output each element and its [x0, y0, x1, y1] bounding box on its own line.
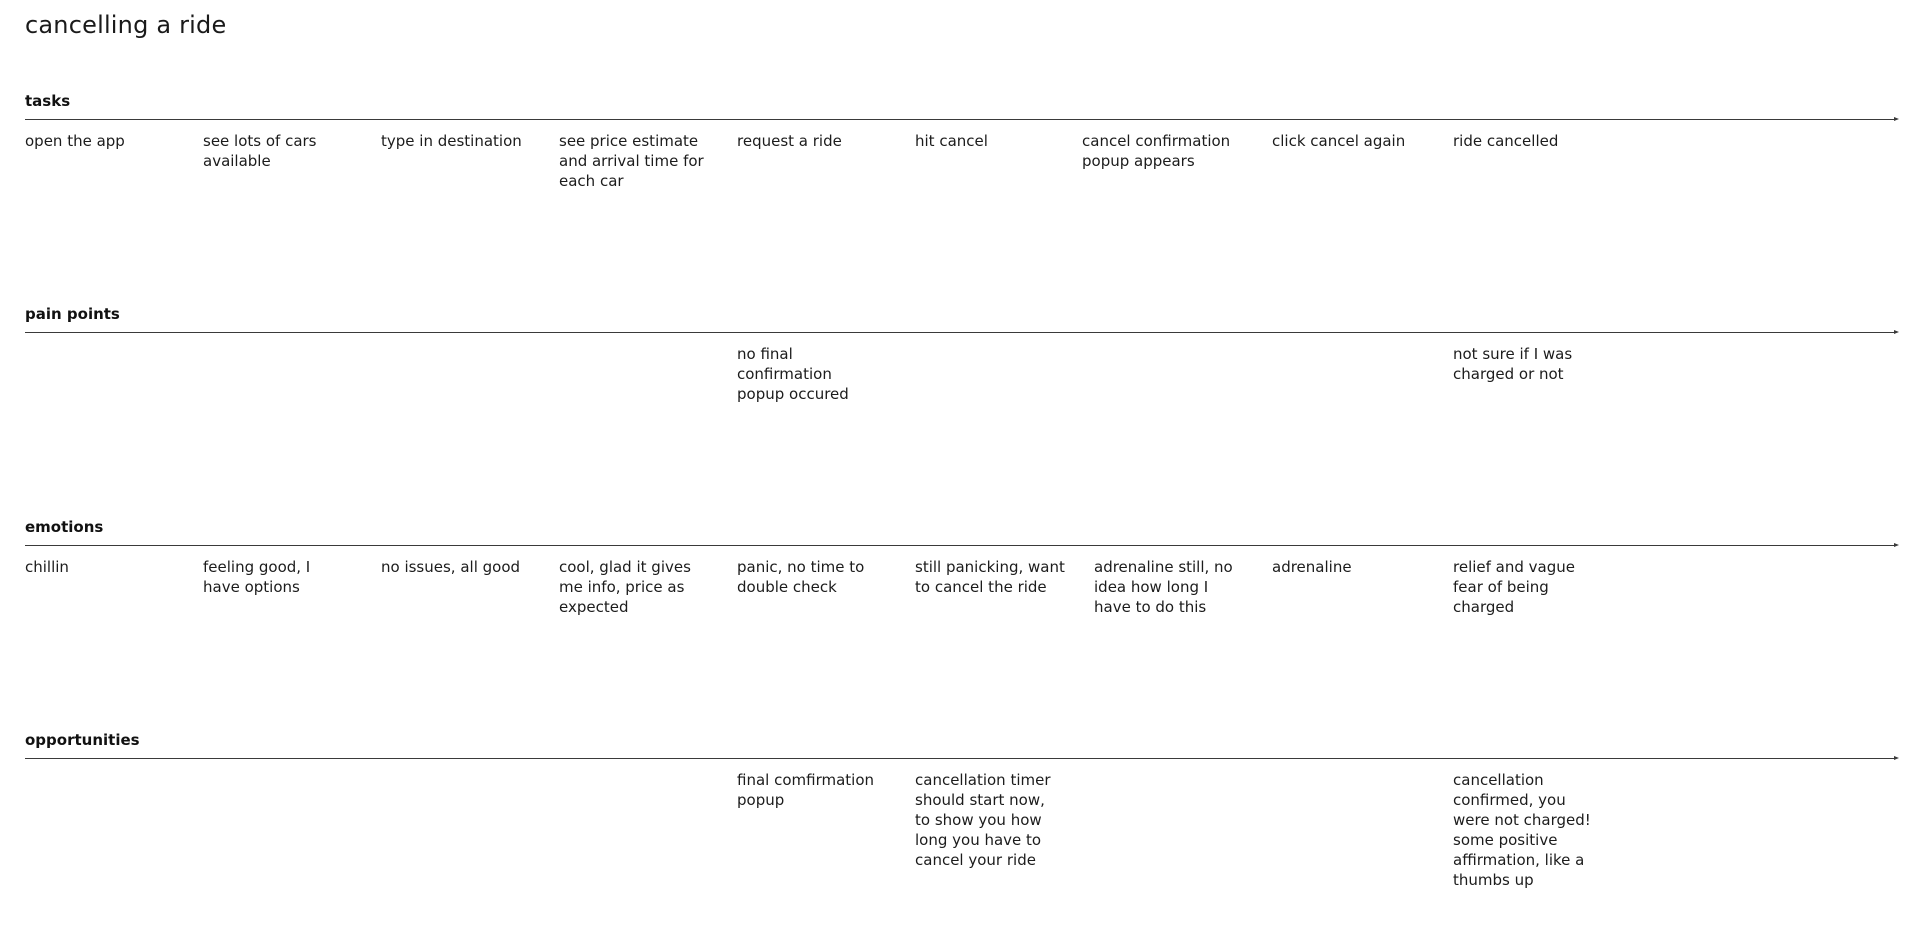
- timeline-axis: [25, 545, 1894, 546]
- section-heading-pain-points: pain points: [25, 305, 120, 323]
- emotion-3: no issues, all good: [381, 558, 521, 576]
- emotion-2: feeling good, I have options: [203, 558, 311, 596]
- section-heading-tasks: tasks: [25, 92, 71, 110]
- section-tasks: [0, 92, 1920, 302]
- opportunity-2: cancellation timer should start now, to show you how long you have to cancel your ride: [915, 771, 1051, 869]
- section-heading-opportunities: opportunities: [25, 731, 140, 749]
- timeline-arrowhead: [1894, 117, 1899, 121]
- section-opportunities: [0, 731, 1920, 941]
- pain-point-2: not sure if I was charged or not: [1453, 345, 1573, 383]
- task-step-4: see price estimate and arrival time for each car: [559, 132, 704, 190]
- timeline-arrowhead: [1894, 543, 1899, 547]
- task-step-3: type in destination: [381, 132, 522, 150]
- page-title: cancelling a ride: [25, 11, 227, 39]
- emotion-1: chillin: [25, 558, 69, 576]
- opportunity-1: final comfirmation popup: [737, 771, 875, 809]
- emotion-6: still panicking, want to cancel the ride: [915, 558, 1065, 596]
- timeline-axis: [25, 758, 1894, 759]
- emotion-9: relief and vague fear of being charged: [1453, 558, 1575, 616]
- emotion-7: adrenaline still, no idea how long I have to do this: [1094, 558, 1233, 616]
- task-step-6: hit cancel: [915, 132, 988, 150]
- pain-point-1: no final confirmation popup occured: [737, 345, 849, 403]
- emotion-4: cool, glad it gives me info, price as expected: [559, 558, 691, 616]
- timeline-axis: [25, 119, 1894, 120]
- task-step-8: click cancel again: [1272, 132, 1406, 150]
- task-step-7: cancel confirmation popup appears: [1082, 132, 1231, 170]
- task-step-9: ride cancelled: [1453, 132, 1559, 150]
- task-step-1: open the app: [25, 132, 125, 150]
- opportunity-3: cancellation confirmed, you were not charged! some positive affirmation, like a thumbs up: [1453, 771, 1591, 889]
- task-step-5: request a ride: [737, 132, 842, 150]
- emotion-8: adrenaline: [1272, 558, 1352, 576]
- timeline-arrowhead: [1894, 330, 1899, 334]
- task-step-2: see lots of cars available: [203, 132, 317, 170]
- emotion-5: panic, no time to double check: [737, 558, 865, 596]
- section-pain-points: [0, 305, 1920, 515]
- timeline-axis: [25, 332, 1894, 333]
- section-heading-emotions: emotions: [25, 518, 104, 536]
- timeline-arrowhead: [1894, 756, 1899, 760]
- section-emotions: [0, 518, 1920, 728]
